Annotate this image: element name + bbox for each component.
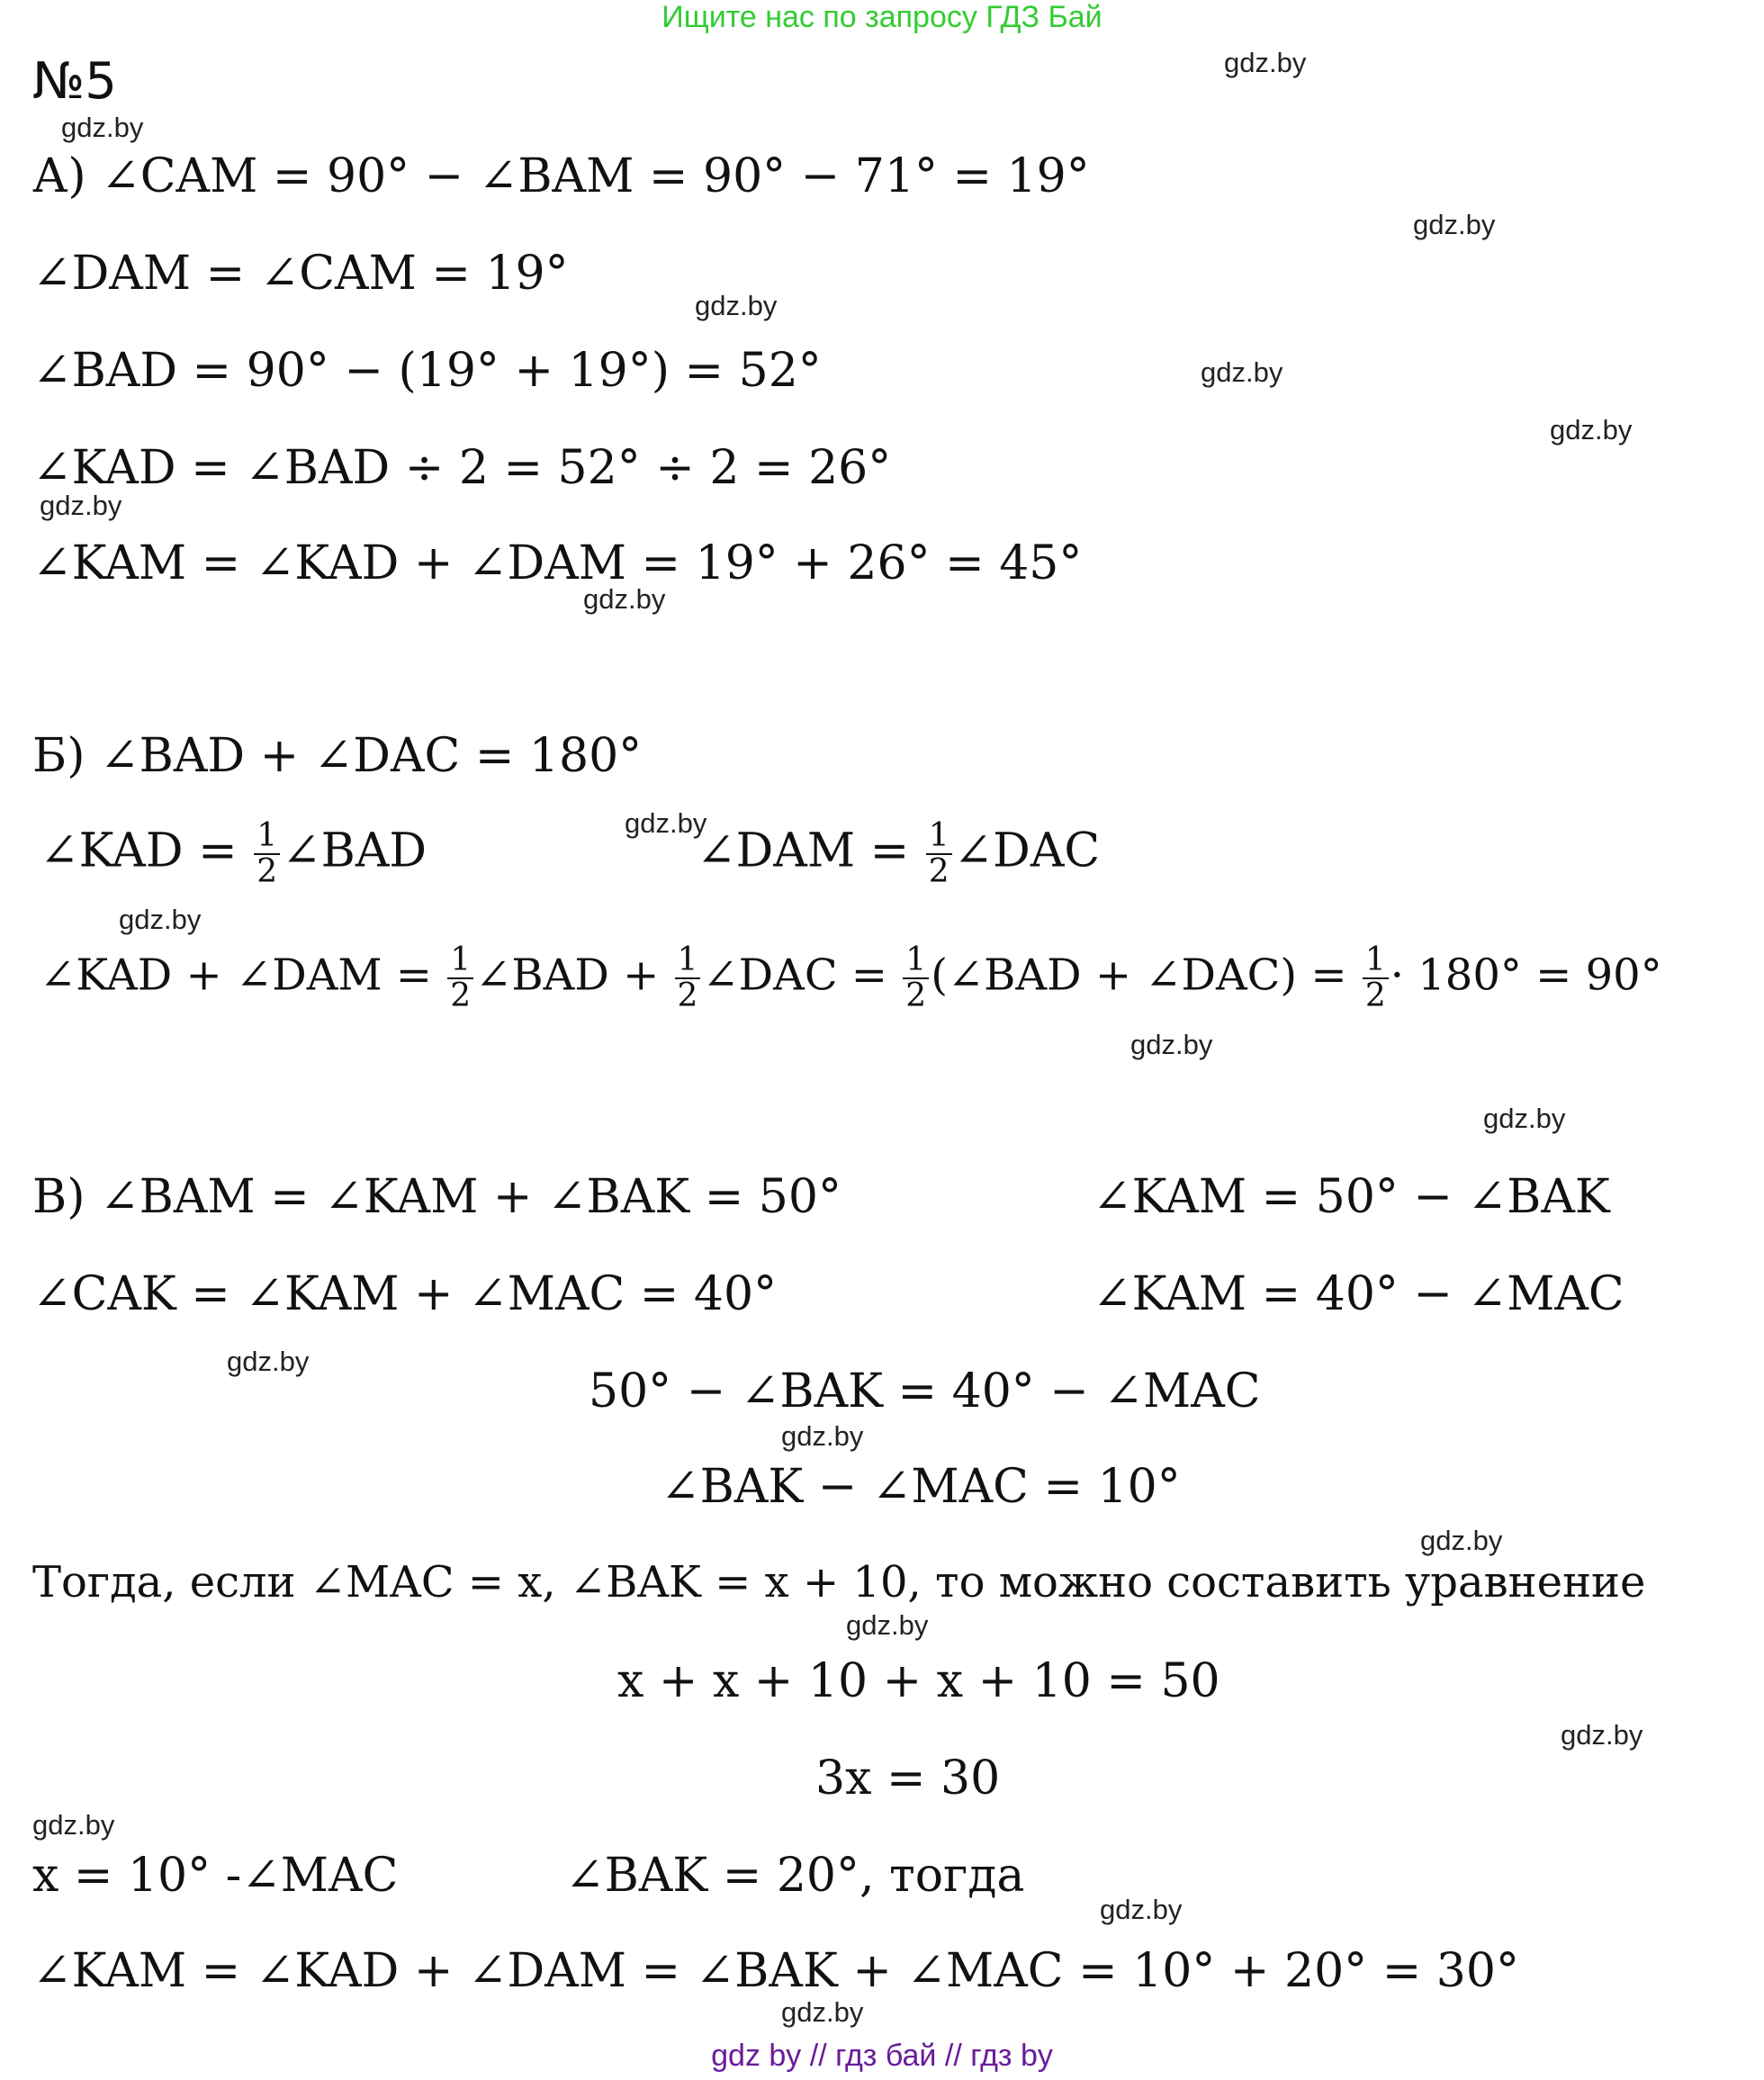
part-b-line-1: Б) ∠BAD + ∠DAC = 180° — [32, 729, 643, 783]
part-v-line-8-left: x = 10° -∠MAC — [32, 1849, 399, 1903]
watermark: gdz.by — [846, 1609, 929, 1641]
watermark: gdz.by — [1550, 414, 1633, 446]
watermark: gdz.by — [1100, 1894, 1183, 1925]
part-v-line-2-left: ∠CAK = ∠KAM + ∠MAC = 40° — [32, 1267, 778, 1321]
fraction-numerator: 1 — [1363, 943, 1389, 979]
fraction-numerator: 1 — [447, 943, 473, 979]
fraction-numerator: 1 — [926, 819, 952, 855]
watermark: gdz.by — [695, 290, 778, 321]
part-v-line-1-left: В) ∠BAM = ∠KAM + ∠BAK = 50° — [32, 1170, 842, 1224]
part-v-line-8-right: ∠BAK = 20°, тогда — [565, 1849, 1025, 1903]
watermark: gdz.by — [1130, 1029, 1213, 1060]
watermark: gdz.by — [1413, 209, 1496, 240]
expression: ∠DAM = — [697, 824, 924, 878]
fraction-half — [1363, 943, 1389, 1013]
fraction-half — [675, 943, 701, 1013]
footer-links: gdz by // гдз бай // гдз by — [711, 2039, 1053, 2073]
watermark: gdz.by — [781, 1420, 864, 1452]
watermark: gdz.by — [1224, 47, 1307, 78]
expression: ∠BAD + — [475, 950, 673, 1001]
fraction-half — [903, 943, 929, 1013]
watermark: gdz.by — [1420, 1525, 1503, 1556]
fraction-denominator: 2 — [1364, 977, 1386, 1014]
part-a-line-3: ∠BAD = 90° − (19° + 19°) = 52° — [32, 344, 822, 398]
fraction-denominator: 2 — [677, 977, 698, 1014]
fraction-denominator: 2 — [905, 977, 927, 1014]
expression: ∠DAC = — [702, 950, 902, 1001]
watermark: gdz.by — [1483, 1103, 1566, 1134]
part-v-line-2-right: ∠KAM = 40° − ∠MAC — [1093, 1267, 1624, 1321]
part-v-line-9: ∠KAM = ∠KAD + ∠DAM = ∠BAK + ∠MAC = 10° + 20° = 30° — [32, 1944, 1519, 1998]
fraction-half — [254, 819, 280, 889]
watermark: gdz.by — [583, 583, 666, 615]
expression: (∠BAD + ∠DAC) = — [931, 950, 1361, 1001]
watermark: gdz.by — [40, 490, 122, 521]
watermark: gdz.by — [1201, 356, 1283, 388]
part-b-line-3 — [40, 943, 1662, 1013]
fraction-half — [447, 943, 473, 1013]
fraction-numerator: 1 — [254, 819, 280, 855]
part-v-line-1-right: ∠KAM = 50° − ∠BAK — [1093, 1170, 1610, 1224]
watermark: gdz.by — [1561, 1719, 1643, 1751]
fraction-half — [926, 819, 952, 889]
watermark: gdz.by — [781, 1996, 864, 2028]
watermark: gdz.by — [119, 904, 202, 935]
fraction-denominator: 2 — [928, 852, 950, 890]
watermark: gdz.by — [227, 1346, 310, 1377]
expression: · 180° = 90° — [1390, 950, 1662, 1001]
part-b-line-2-left — [40, 819, 427, 889]
fraction-denominator: 2 — [450, 977, 472, 1014]
part-a-line-1: А) ∠CAM = 90° − ∠BAM = 90° − 71° = 19° — [32, 149, 1090, 203]
part-b-line-2-right — [697, 819, 1100, 889]
watermark: gdz.by — [61, 112, 144, 143]
watermark: gdz.by — [32, 1809, 115, 1841]
problem-number: №5 — [32, 52, 117, 111]
expression: ∠DAC — [953, 824, 1101, 878]
part-v-line-5: Тогда, если ∠MAC = x, ∠BAK = x + 10, то можно составить уравнение — [32, 1557, 1646, 1607]
part-a-line-2: ∠DAM = ∠CAM = 19° — [32, 247, 569, 301]
watermark: gdz.by — [625, 807, 707, 839]
fraction-denominator: 2 — [256, 852, 278, 890]
part-v-line-6: x + x + 10 + x + 10 = 50 — [617, 1654, 1220, 1708]
part-a-line-5: ∠KAM = ∠KAD + ∠DAM = 19° + 26° = 45° — [32, 536, 1083, 590]
part-v-line-4: ∠BAK − ∠MAC = 10° — [661, 1460, 1181, 1514]
part-v-line-7: 3x = 30 — [815, 1751, 1001, 1805]
expression: ∠KAD = — [40, 824, 253, 878]
fraction-numerator: 1 — [903, 943, 929, 979]
part-a-line-4: ∠KAD = ∠BAD ÷ 2 = 52° ÷ 2 = 26° — [32, 441, 892, 495]
part-v-line-3: 50° − ∠BAK = 40° − ∠MAC — [589, 1364, 1261, 1418]
fraction-numerator: 1 — [675, 943, 701, 979]
top-banner: Ищите нас по запросу ГДЗ Бай — [662, 0, 1102, 34]
expression: ∠BAD — [282, 824, 428, 878]
expression: ∠KAD + ∠DAM = — [40, 950, 446, 1001]
